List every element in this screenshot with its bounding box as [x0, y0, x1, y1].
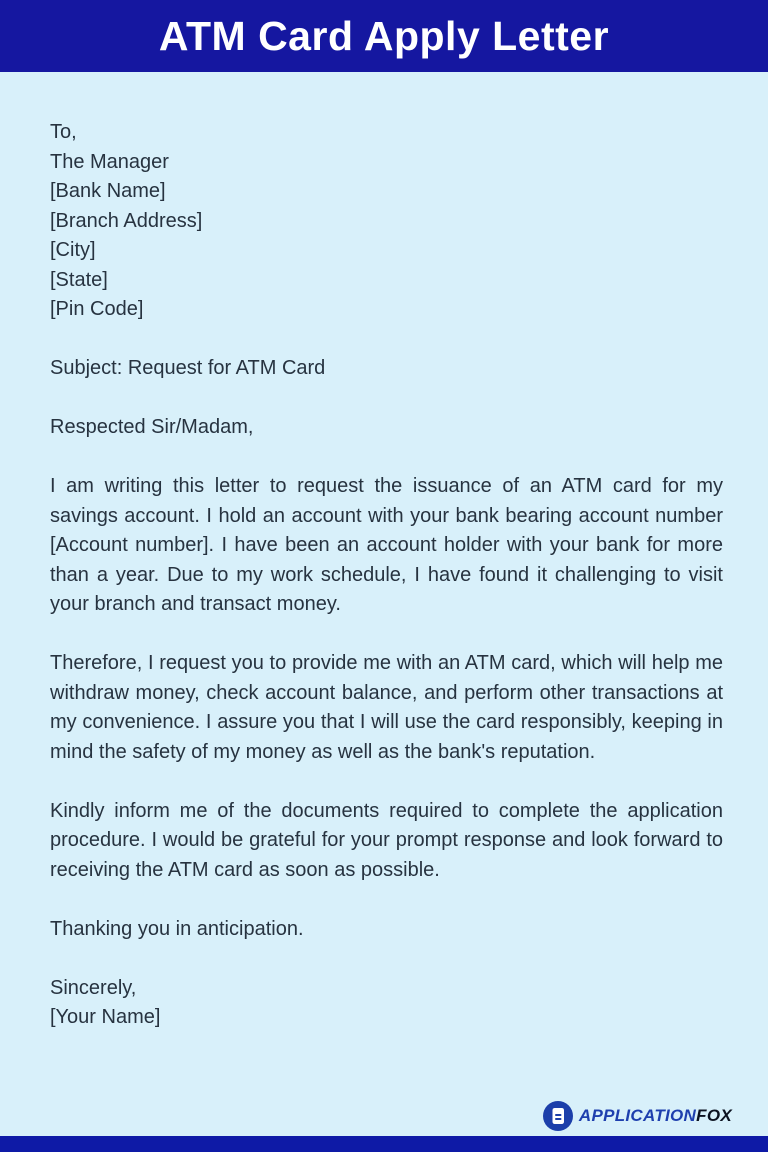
footer-bar — [0, 1136, 768, 1152]
brand-wordmark — [579, 1106, 732, 1126]
thanks-line: Thanking you in anticipation. — [50, 917, 304, 940]
recipient-line: The Manager — [50, 150, 169, 173]
brand-text-primary: APPLICATION — [578, 1106, 697, 1125]
document-icon — [543, 1101, 573, 1131]
header-bar — [0, 0, 768, 72]
body-paragraph: Kindly inform me of the documents required to complete the application procedure. I would be grateful for your prompt response and look forward to receiving the ATM card as soon as possible. — [50, 799, 723, 881]
signoff-block — [50, 974, 723, 1033]
body-paragraph: Therefore, I request you to provide me with an ATM card, which will help me withdraw money, check account balance, and perform other transactions at my convenience. I assure you that I will use the card responsibly, keeping in mind the safety of my money as well as the bank's reputation. — [50, 652, 723, 763]
recipient-line: [State] — [50, 268, 108, 291]
brand-text-secondary: FOX — [696, 1106, 732, 1125]
recipient-line: [Pin Code] — [50, 298, 144, 320]
recipient-line: [Branch Address] — [50, 209, 203, 232]
signoff-line: [Your Name] — [50, 1006, 161, 1028]
brand-logo — [543, 1101, 732, 1131]
salutation: Respected Sir/Madam, — [50, 416, 254, 438]
signoff-line: Sincerely, — [50, 976, 137, 999]
recipient-line: [Bank Name] — [50, 180, 166, 202]
recipient-line: To, — [50, 121, 77, 143]
recipient-address-block — [50, 118, 723, 325]
body-paragraph: I am writing this letter to request the issuance of an ATM card for my savings account. I hold an account with your bank bearing account number [Account number]. I have been an account holder with your bank for more than a year. Due to my work schedule, I have found it challenging to visit your branch and transact money. — [50, 475, 723, 615]
page-title: ATM Card Apply Letter — [158, 12, 610, 59]
recipient-line: [City] — [50, 239, 96, 261]
subject-line: Subject: Request for ATM Card — [50, 357, 326, 379]
letter-body — [0, 72, 768, 1033]
